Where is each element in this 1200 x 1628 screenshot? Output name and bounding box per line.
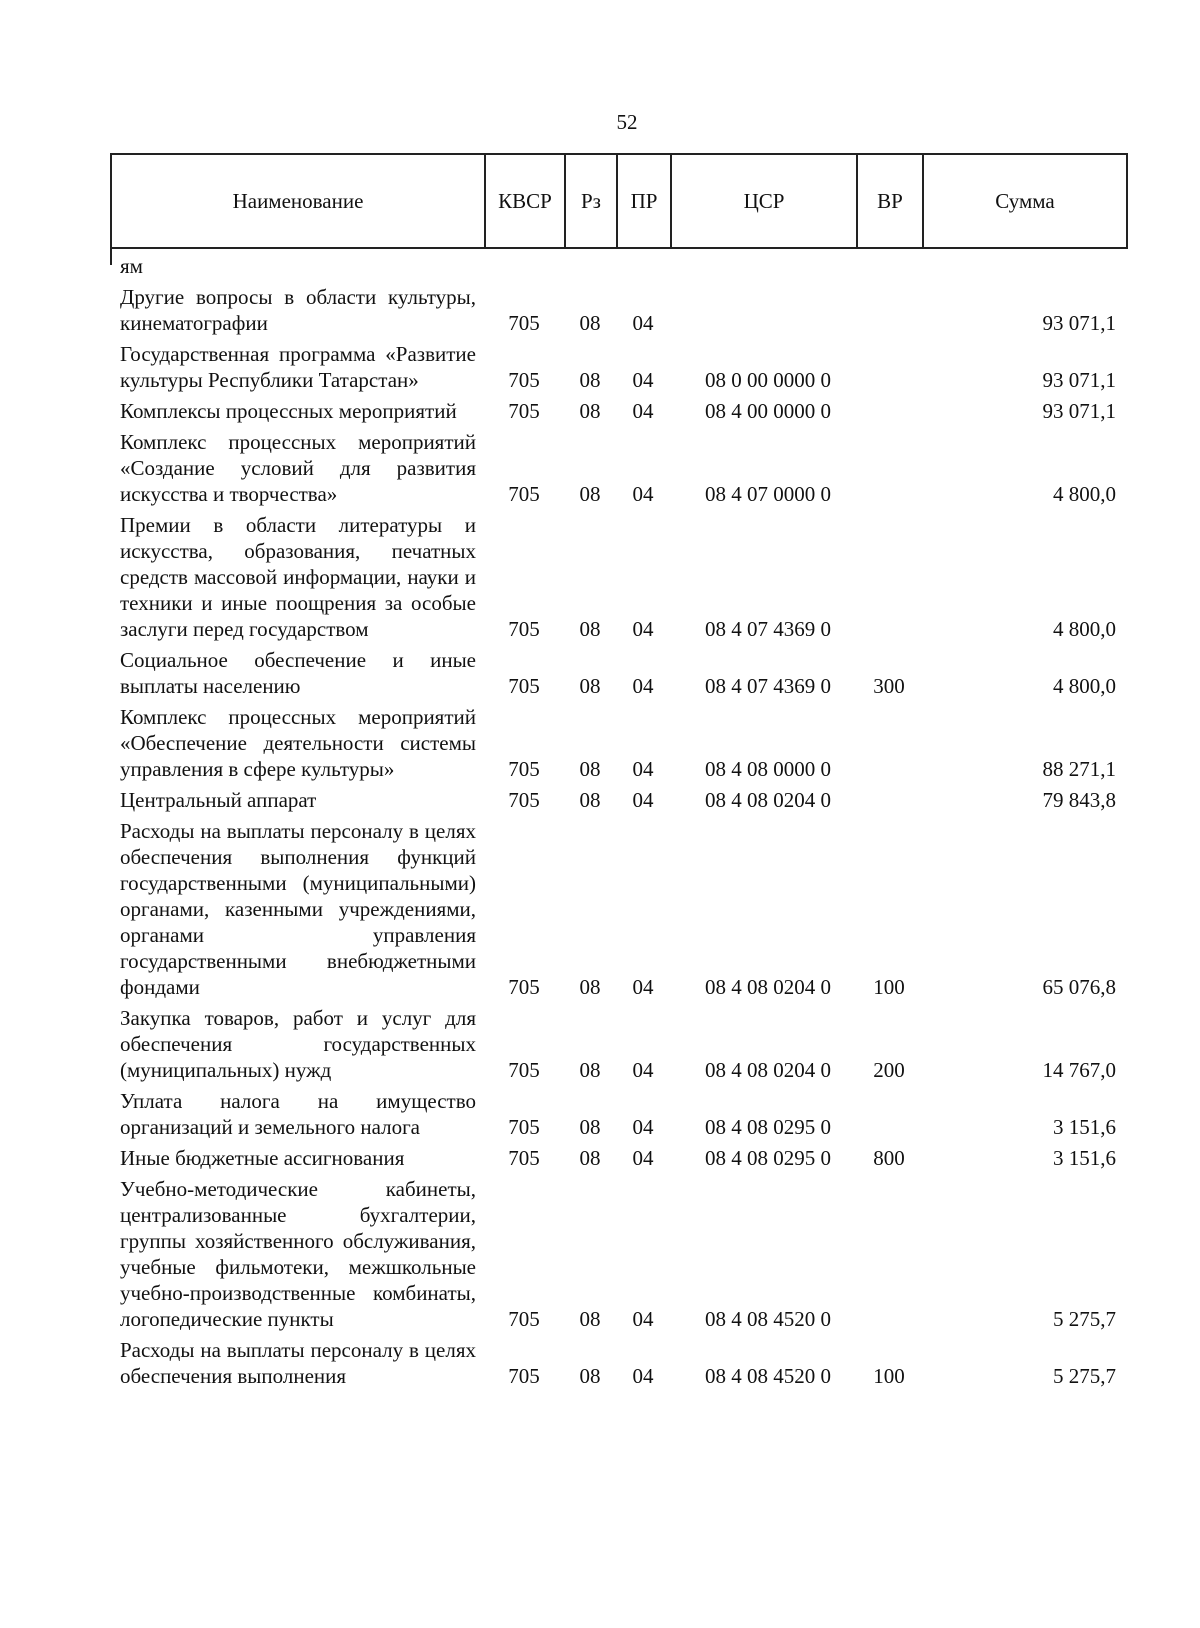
cell-csr: 08 4 07 4369 0 xyxy=(705,674,831,698)
header-csr: ЦСР xyxy=(671,154,857,248)
cell-vr: 200 xyxy=(873,1058,905,1082)
cell-rz: 08 xyxy=(579,975,601,999)
cell-rz: 08 xyxy=(579,788,601,812)
cell-csr: 08 4 07 0000 0 xyxy=(705,482,831,506)
table-row xyxy=(110,282,1126,339)
cell-csr: 08 4 08 0204 0 xyxy=(705,1058,831,1082)
cell-kvsr: 705 xyxy=(508,674,540,698)
cell-pr: 04 xyxy=(632,788,654,812)
header-pr: ПР xyxy=(617,154,671,248)
cell-kvsr: 705 xyxy=(508,1364,540,1388)
cell-name: Иные бюджетные ассигнования xyxy=(120,1146,405,1170)
cell-pr: 04 xyxy=(632,674,654,698)
cell-sum: 93 071,1 xyxy=(1042,399,1116,423)
cell-sum: 5 275,7 xyxy=(1053,1307,1116,1331)
cell-name: Комплекс процессных мероприятий «Создание условий для развития искусства и творчества» xyxy=(120,430,476,506)
header-rz: Рз xyxy=(565,154,617,248)
cell-sum: 5 275,7 xyxy=(1053,1364,1116,1388)
cell-csr: 08 4 00 0000 0 xyxy=(705,399,831,423)
cell-name: ям xyxy=(120,254,143,278)
cell-csr: 08 4 08 0000 0 xyxy=(705,757,831,781)
cell-pr: 04 xyxy=(632,311,654,335)
cell-rz: 08 xyxy=(579,368,601,392)
cell-rz: 08 xyxy=(579,617,601,641)
cell-vr xyxy=(856,427,922,510)
cell-pr: 04 xyxy=(632,617,654,641)
cell-rz: 08 xyxy=(579,311,601,335)
table-row xyxy=(110,1143,1126,1174)
cell-name: Комплекс процессных мероприятий «Обеспечение деятельности системы управления в сфере культуры» xyxy=(120,705,476,781)
cell-kvsr: 705 xyxy=(508,1307,540,1331)
cell-kvsr: 705 xyxy=(508,617,540,641)
cell-kvsr: 705 xyxy=(508,975,540,999)
header-name: Наименование xyxy=(111,154,485,248)
table-row xyxy=(110,427,1126,510)
cell-sum: 65 076,8 xyxy=(1042,975,1116,999)
cell-vr: 100 xyxy=(873,975,905,999)
cell-vr: 300 xyxy=(873,674,905,698)
cell-pr xyxy=(616,251,670,282)
cell-rz: 08 xyxy=(579,399,601,423)
cell-sum: 3 151,6 xyxy=(1053,1115,1116,1139)
cell-pr: 04 xyxy=(632,757,654,781)
table-row xyxy=(110,396,1126,427)
cell-csr: 08 4 08 4520 0 xyxy=(705,1364,831,1388)
cell-vr: 800 xyxy=(873,1146,905,1170)
cell-name: Другие вопросы в области культуры, кинематографии xyxy=(120,285,476,335)
cell-name: Учебно-методические кабинеты, централизованные бухгалтерии, группы хозяйственного обслуживания, учебные фильмотеки, межшкольные учебно-производственные комбинаты, логопедические пункты xyxy=(120,1177,476,1331)
cell-csr: 08 4 08 0295 0 xyxy=(705,1146,831,1170)
cell-name: Закупка товаров, работ и услуг для обеспечения государственных (муниципальных) нужд xyxy=(120,1006,476,1082)
cell-rz: 08 xyxy=(579,1364,601,1388)
cell-vr xyxy=(856,1174,922,1335)
cell-name: Государственная программа «Развитие культуры Республики Татарстан» xyxy=(120,342,476,392)
cell-csr: 08 0 00 0000 0 xyxy=(705,368,831,392)
table-row xyxy=(110,816,1126,1003)
cell-sum: 3 151,6 xyxy=(1053,1146,1116,1170)
table-row xyxy=(110,510,1126,645)
cell-name: Расходы на выплаты персоналу в целях обеспечения выполнения xyxy=(120,1338,476,1388)
cell-sum: 88 271,1 xyxy=(1042,757,1116,781)
cell-vr xyxy=(856,785,922,816)
cell-vr xyxy=(856,1086,922,1143)
table-row xyxy=(110,1335,1126,1392)
cell-pr: 04 xyxy=(632,1058,654,1082)
cell-sum: 93 071,1 xyxy=(1042,368,1116,392)
table-row xyxy=(110,1086,1126,1143)
cell-kvsr: 705 xyxy=(508,399,540,423)
cell-vr xyxy=(856,396,922,427)
cell-pr: 04 xyxy=(632,1307,654,1331)
cell-csr: 08 4 07 4369 0 xyxy=(705,617,831,641)
cell-rz: 08 xyxy=(579,674,601,698)
cell-vr xyxy=(856,251,922,282)
cell-rz xyxy=(564,251,616,282)
header-kvsr: КВСР xyxy=(485,154,565,248)
cell-name: Центральный аппарат xyxy=(120,788,317,812)
cell-rz: 08 xyxy=(579,1115,601,1139)
cell-name: Комплексы процессных мероприятий xyxy=(120,399,457,423)
cell-csr: 08 4 08 0204 0 xyxy=(705,788,831,812)
cell-rz: 08 xyxy=(579,757,601,781)
cell-rz: 08 xyxy=(579,1307,601,1331)
cell-pr: 04 xyxy=(632,975,654,999)
table-row xyxy=(110,251,1126,282)
cell-pr: 04 xyxy=(632,1115,654,1139)
cell-vr xyxy=(856,510,922,645)
cell-sum: 4 800,0 xyxy=(1053,674,1116,698)
table-row xyxy=(110,645,1126,702)
cell-kvsr: 705 xyxy=(508,1058,540,1082)
cell-kvsr: 705 xyxy=(508,1115,540,1139)
header-sum: Сумма xyxy=(923,154,1127,248)
cell-kvsr: 705 xyxy=(508,1146,540,1170)
cell-sum: 79 843,8 xyxy=(1042,788,1116,812)
cell-kvsr: 705 xyxy=(508,482,540,506)
cell-kvsr: 705 xyxy=(508,311,540,335)
table-body xyxy=(110,251,1126,1392)
table-row xyxy=(110,339,1126,396)
cell-csr: 08 4 08 4520 0 xyxy=(705,1307,831,1331)
cell-vr xyxy=(856,702,922,785)
cell-pr: 04 xyxy=(632,1146,654,1170)
cell-name: Расходы на выплаты персоналу в целях обеспечения выполнения функций государственными (муниципальными) органами, казенными учреждениями, органами управления государственными внебюджетными фондами xyxy=(120,819,476,999)
cell-rz: 08 xyxy=(579,1146,601,1170)
cell-name: Премии в области литературы и искусства, образования, печатных средств массовой информации, науки и техники и иные поощрения за особые заслуги перед государством xyxy=(120,513,476,641)
cell-name: Уплата налога на имущество организаций и земельного налога xyxy=(120,1089,476,1139)
cell-sum: 93 071,1 xyxy=(1042,311,1116,335)
cell-csr: 08 4 08 0295 0 xyxy=(705,1115,831,1139)
cell-sum: 4 800,0 xyxy=(1053,482,1116,506)
table-row xyxy=(110,1174,1126,1335)
cell-pr: 04 xyxy=(632,368,654,392)
cell-pr: 04 xyxy=(632,482,654,506)
cell-kvsr: 705 xyxy=(508,368,540,392)
cell-kvsr: 705 xyxy=(508,757,540,781)
cell-pr: 04 xyxy=(632,399,654,423)
cell-vr: 100 xyxy=(873,1364,905,1388)
cell-pr: 04 xyxy=(632,1364,654,1388)
page-number: 52 xyxy=(616,110,638,134)
cell-kvsr: 705 xyxy=(508,788,540,812)
cell-sum xyxy=(922,251,1126,282)
cell-csr: 08 4 08 0204 0 xyxy=(705,975,831,999)
table-row xyxy=(110,785,1126,816)
cell-kvsr xyxy=(484,251,564,282)
cell-csr xyxy=(670,282,856,339)
cell-vr xyxy=(856,339,922,396)
table-row xyxy=(110,1003,1126,1086)
cell-csr xyxy=(670,251,856,282)
cell-name: Социальное обеспечение и иные выплаты населению xyxy=(120,648,476,698)
cell-sum: 14 767,0 xyxy=(1042,1058,1116,1082)
table-row xyxy=(110,702,1126,785)
cell-sum: 4 800,0 xyxy=(1053,617,1116,641)
cell-rz: 08 xyxy=(579,482,601,506)
cell-rz: 08 xyxy=(579,1058,601,1082)
cell-vr xyxy=(856,282,922,339)
header-vr: ВР xyxy=(857,154,923,248)
table-header xyxy=(110,153,1128,249)
